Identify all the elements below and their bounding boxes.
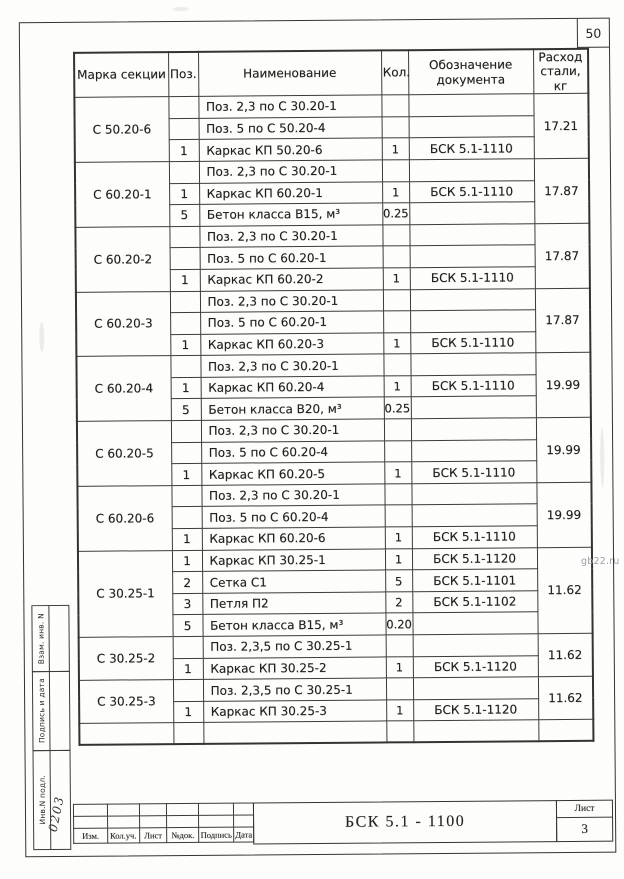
name-cell: Петля П2 bbox=[202, 592, 385, 615]
pos-cell: 1 bbox=[171, 464, 201, 486]
qty-cell: 1 bbox=[385, 527, 412, 549]
header-doc: Обозначение документа bbox=[408, 49, 533, 95]
header-mark: Марка секции bbox=[74, 52, 168, 97]
qty-cell: 1 bbox=[385, 548, 412, 570]
scan-artifact bbox=[173, 7, 189, 11]
pos-cell bbox=[171, 420, 201, 442]
scan-artifact bbox=[39, 322, 44, 352]
pos-cell: 1 bbox=[173, 658, 203, 680]
name-cell: Бетон класса В15, м³ bbox=[202, 613, 385, 636]
mark-cell: С 60.20-2 bbox=[75, 226, 170, 292]
qty-cell: 0.20 bbox=[385, 613, 412, 635]
doc-cell: БСК 5.1-1110 bbox=[411, 375, 536, 398]
qty-cell bbox=[382, 160, 409, 182]
strip-cell-vzam-inv bbox=[31, 605, 70, 672]
name-cell: Каркас КП 60.20-3 bbox=[200, 333, 383, 356]
name-cell: Каркас КП 60.20-5 bbox=[201, 462, 384, 485]
doc-cell bbox=[411, 418, 536, 441]
pos-cell bbox=[170, 248, 200, 270]
name-cell: Поз. 5 по С 60.20-4 bbox=[202, 505, 385, 528]
header-name: Наименование bbox=[198, 50, 381, 96]
title-block bbox=[73, 800, 613, 846]
doc-cell bbox=[413, 634, 538, 657]
pos-cell bbox=[168, 97, 198, 119]
steel-cell: 19.99 bbox=[536, 417, 592, 482]
rev-label-podpis: Подпись bbox=[199, 827, 234, 842]
document-number: БСК 5.1 - 1100 bbox=[253, 800, 557, 844]
steel-cell: 11.62 bbox=[538, 676, 593, 720]
qty-cell bbox=[382, 224, 409, 246]
name-cell: Поз. 2,3 по С 30.20-1 bbox=[200, 289, 383, 312]
name-cell: Бетон класса В20, м³ bbox=[201, 397, 384, 420]
doc-cell bbox=[410, 245, 535, 268]
qty-cell bbox=[385, 505, 412, 527]
qty-cell: 1 bbox=[386, 699, 413, 721]
steel-cell bbox=[538, 720, 593, 742]
doc-cell bbox=[411, 439, 536, 462]
qty-cell bbox=[383, 289, 410, 311]
pos-cell: 1 bbox=[169, 183, 199, 205]
qty-cell: 1 bbox=[383, 268, 410, 290]
qty-cell: 1 bbox=[384, 376, 411, 398]
doc-cell bbox=[410, 353, 535, 376]
doc-cell: БСК 5.1-1110 bbox=[411, 461, 536, 484]
name-cell: Поз. 2,3 по С 30.20-1 bbox=[201, 484, 384, 507]
doc-cell bbox=[412, 504, 537, 527]
name-cell: Сетка С1 bbox=[202, 570, 385, 593]
qty-cell: 0.25 bbox=[384, 397, 411, 419]
name-cell: Поз. 2,3,5 по С 30.25-1 bbox=[203, 678, 386, 701]
qty-cell: 1 bbox=[382, 138, 409, 160]
pos-cell: 1 bbox=[170, 334, 200, 356]
name-cell: Поз. 2,3 по С 30.20-1 bbox=[199, 225, 382, 248]
name-cell: Поз. 2,3 по С 30.20-1 bbox=[199, 160, 382, 183]
pos-cell: 1 bbox=[170, 269, 200, 291]
qty-cell: 5 bbox=[385, 570, 412, 592]
doc-cell bbox=[409, 159, 534, 182]
strip-label-vzam-inv: Взам. инв. N bbox=[35, 613, 46, 665]
name-cell: Поз. 2,3 по С 30.20-1 bbox=[200, 354, 383, 377]
pos-cell: 1 bbox=[173, 701, 203, 723]
doc-cell: БСК 5.1-1110 bbox=[410, 331, 535, 354]
qty-cell bbox=[386, 635, 413, 657]
header-pos: Поз. bbox=[168, 52, 198, 97]
table-row bbox=[79, 720, 593, 746]
name-cell: Бетон класса В15, м³ bbox=[199, 203, 382, 226]
name-cell: Каркас КП 30.25-3 bbox=[203, 700, 386, 723]
name-cell: Каркас КП 60.20-1 bbox=[199, 181, 382, 204]
mark-cell: С 30.25-2 bbox=[79, 637, 173, 681]
doc-cell: БСК 5.1-1110 bbox=[409, 137, 534, 160]
name-cell: Каркас КП 60.20-2 bbox=[200, 268, 383, 291]
steel-cell: 17.21 bbox=[533, 93, 589, 158]
steel-cell: 11.62 bbox=[538, 633, 593, 677]
qty-cell: 1 bbox=[382, 181, 409, 203]
qty-cell bbox=[383, 354, 410, 376]
pos-cell: 1 bbox=[171, 377, 201, 399]
pos-cell bbox=[170, 356, 200, 378]
name-cell: Поз. 2,3 по С 30.20-1 bbox=[198, 95, 381, 118]
pos-cell bbox=[173, 636, 203, 658]
mark-cell: С 60.20-6 bbox=[77, 485, 172, 551]
mark-cell: С 60.20-4 bbox=[76, 356, 171, 422]
pos-cell: 5 bbox=[172, 615, 202, 637]
strip-label-box bbox=[34, 751, 52, 849]
doc-cell: БСК 5.1-1120 bbox=[413, 655, 538, 678]
name-cell: Поз. 5 по С 60.20-4 bbox=[201, 441, 384, 464]
handwritten-inventory-number: 0203 bbox=[45, 794, 67, 834]
doc-cell: БСК 5.1-1101 bbox=[412, 569, 537, 592]
doc-cell: БСК 5.1-1102 bbox=[412, 591, 537, 614]
rev-label-ndok: №док. bbox=[167, 827, 199, 842]
watermark: gb22.ru bbox=[581, 556, 620, 567]
mark-cell: С 60.20-5 bbox=[77, 421, 172, 487]
revision-labels-row bbox=[74, 827, 254, 843]
strip-label-podpis-data: Подпись и дата bbox=[36, 678, 46, 744]
qty-cell: 1 bbox=[383, 332, 410, 354]
name-cell: Поз. 5 по С 50.20-4 bbox=[199, 117, 382, 140]
rev-label-data: Дата bbox=[234, 827, 254, 842]
doc-cell: БСК 5.1-1120 bbox=[413, 699, 538, 722]
name-cell: Каркас КП 30.25-1 bbox=[202, 549, 385, 572]
name-cell: Каркас КП 30.25-2 bbox=[203, 657, 386, 680]
pos-cell: 2 bbox=[172, 572, 202, 594]
mark-cell: С 30.25-3 bbox=[79, 680, 173, 724]
strip-label-inv-podl: Инв.N подл. bbox=[37, 775, 47, 825]
doc-cell bbox=[413, 677, 538, 700]
name-cell: Поз. 5 по С 60.20-1 bbox=[200, 311, 383, 334]
strip-label-box bbox=[32, 606, 50, 671]
qty-cell: 1 bbox=[386, 656, 413, 678]
mark-cell: С 60.20-3 bbox=[76, 291, 171, 357]
name-cell: Поз. 5 по С 60.20-1 bbox=[200, 246, 383, 269]
name-cell bbox=[203, 721, 386, 744]
pos-cell: 5 bbox=[171, 399, 201, 421]
pos-cell bbox=[169, 118, 199, 140]
qty-cell bbox=[381, 95, 408, 117]
qty-cell bbox=[384, 440, 411, 462]
specification-table bbox=[73, 48, 594, 747]
doc-cell bbox=[409, 116, 534, 139]
header-qty: Кол. bbox=[381, 50, 408, 95]
name-cell: Каркас КП 60.20-4 bbox=[201, 376, 384, 399]
sheet-number: 3 bbox=[581, 820, 588, 836]
qty-cell bbox=[384, 419, 411, 441]
rev-label-list: Лист bbox=[139, 828, 167, 843]
rev-label-koluch: Кол.уч. bbox=[107, 828, 139, 843]
steel-cell: 17.87 bbox=[535, 288, 591, 353]
revision-grid bbox=[73, 802, 254, 843]
name-cell: Поз. 2,3,5 по С 30.25-1 bbox=[203, 635, 386, 658]
pos-cell bbox=[173, 723, 203, 745]
qty-cell bbox=[386, 678, 413, 700]
mark-cell bbox=[79, 723, 173, 745]
steel-cell: 17.87 bbox=[534, 158, 590, 223]
doc-cell bbox=[409, 202, 534, 225]
page-number-box bbox=[577, 19, 609, 48]
pos-cell bbox=[169, 226, 199, 248]
qty-cell: 2 bbox=[385, 592, 412, 614]
qty-cell bbox=[384, 484, 411, 506]
name-cell: Каркас КП 60.20-6 bbox=[202, 527, 385, 550]
doc-cell bbox=[409, 223, 534, 246]
pos-cell: 1 bbox=[169, 140, 199, 162]
steel-cell: 17.87 bbox=[534, 223, 590, 288]
name-cell: Поз. 2,3 по С 30.20-1 bbox=[201, 419, 384, 442]
pos-cell bbox=[169, 161, 199, 183]
pos-cell: 5 bbox=[169, 205, 199, 227]
qty-cell bbox=[383, 246, 410, 268]
pos-cell bbox=[172, 507, 202, 529]
pos-cell: 1 bbox=[172, 528, 202, 550]
pos-cell: 3 bbox=[172, 593, 202, 615]
pos-cell bbox=[171, 442, 201, 464]
pos-cell bbox=[170, 291, 200, 313]
strip-cell-podpis-data bbox=[32, 671, 71, 751]
qty-cell: 0.25 bbox=[382, 203, 409, 225]
pos-cell bbox=[173, 680, 203, 702]
qty-cell bbox=[382, 116, 409, 138]
qty-cell: 1 bbox=[384, 462, 411, 484]
doc-cell bbox=[411, 396, 536, 419]
doc-cell: БСК 5.1-1110 bbox=[409, 180, 534, 203]
qty-cell bbox=[383, 311, 410, 333]
mark-cell: С 30.25-1 bbox=[78, 550, 173, 637]
header-steel: Расход стали, кг bbox=[533, 49, 588, 94]
page-number: 50 bbox=[585, 25, 602, 41]
doc-cell bbox=[410, 288, 535, 311]
strip-label-box bbox=[33, 672, 51, 750]
pos-cell: 1 bbox=[172, 550, 202, 572]
mark-cell: С 60.20-1 bbox=[75, 162, 170, 228]
doc-cell bbox=[411, 483, 536, 506]
table-header-row bbox=[74, 49, 588, 98]
doc-cell bbox=[413, 720, 538, 743]
doc-cell bbox=[410, 310, 535, 333]
steel-cell: 19.99 bbox=[535, 353, 591, 418]
pos-cell bbox=[171, 485, 201, 507]
steel-cell: 11.62 bbox=[537, 547, 593, 634]
sheet-label: Лист bbox=[557, 801, 612, 818]
mark-cell: С 50.20-6 bbox=[74, 97, 169, 163]
steel-cell: 19.99 bbox=[536, 482, 592, 547]
rev-label-izm: Изм. bbox=[74, 828, 108, 843]
pos-cell bbox=[170, 312, 200, 334]
doc-cell: БСК 5.1-1110 bbox=[410, 267, 535, 290]
qty-cell bbox=[386, 721, 413, 743]
doc-cell: БСК 5.1-1110 bbox=[412, 526, 537, 549]
doc-cell bbox=[412, 612, 537, 635]
sheet-box bbox=[556, 800, 613, 842]
name-cell: Каркас КП 50.20-6 bbox=[199, 138, 382, 161]
doc-cell: БСК 5.1-1120 bbox=[412, 547, 537, 570]
doc-cell bbox=[408, 94, 533, 117]
